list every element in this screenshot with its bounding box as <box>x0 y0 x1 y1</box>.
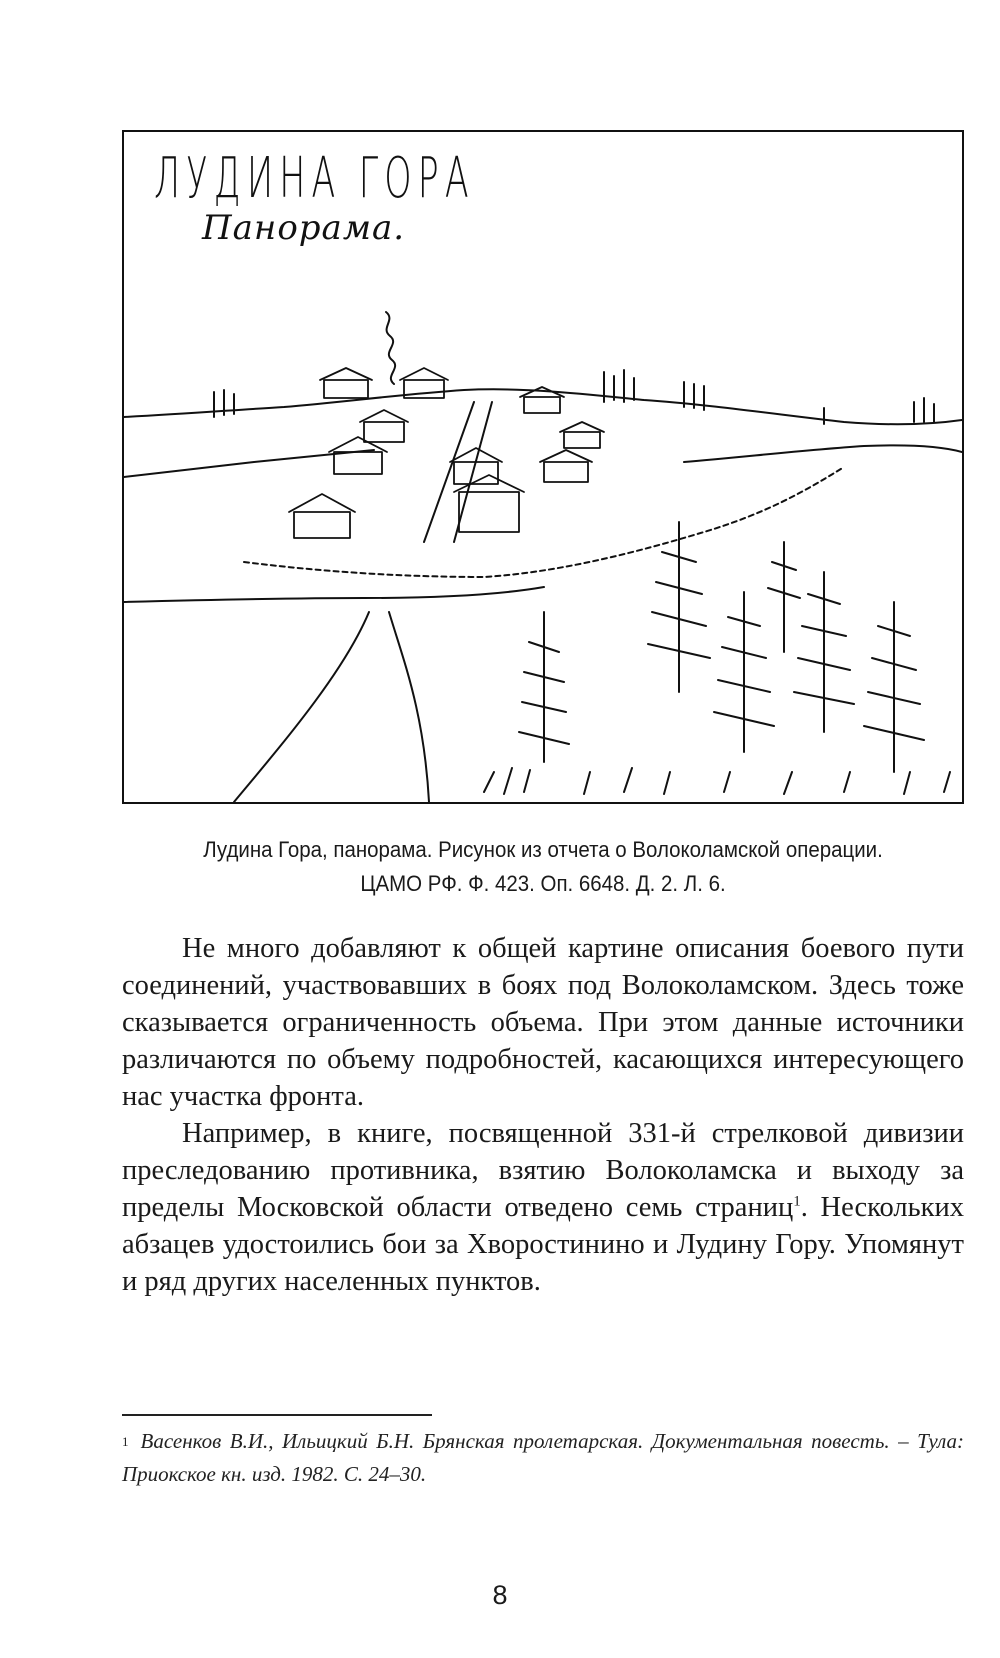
caption-line-1: Лудина Гора, панорама. Рисунок из отчета о Волоколамской операции. <box>203 837 883 862</box>
footnote <box>122 1425 964 1491</box>
footnote-divider <box>122 1414 432 1416</box>
paragraph-2-text-before: Например, в книге, посвященной 331-й стрелковой дивизии преследованию противника, взятию Волоколамска и выходу за пределы Московской области отведено семь страниц <box>122 1118 964 1223</box>
body-text <box>122 930 964 1300</box>
hedge-row <box>244 467 844 577</box>
field-edge-line <box>124 587 544 602</box>
footnote-reference[interactable]: 1 <box>793 1193 801 1210</box>
panorama-drawing <box>124 132 962 802</box>
page-number: 8 <box>492 1580 508 1610</box>
paragraph-2-text-after: . Нескольких абзацев удостоились бои за Хворостинино и Лудину Гору. Упомянут и ряд других населенных пунктов. <box>122 1192 964 1297</box>
road-foreground-2 <box>234 612 369 802</box>
main-road-left <box>424 402 474 542</box>
caption-line-2: ЦАМО РФ. Ф. 423. Оп. 6648. Д. 2. Л. 6. <box>360 871 726 896</box>
chimney-smoke <box>386 312 395 384</box>
paragraph-1: Не много добавляют к общей картине описания боевого пути соединений, участвовавших в боях под Волоколамском. Здесь тоже сказывается ограниченность объема. При этом данные источники различаются по объему подробностей, касающихся интересующего нас участка фронта. <box>122 933 964 1112</box>
right-ridge <box>684 445 962 462</box>
fir-trees <box>519 522 924 772</box>
sketch-handwritten-title: ЛУДИНА ГОРА <box>154 146 475 211</box>
footnote-text: Васенков В.И., Ильицкий Б.Н. Брянская пролетарская. Документальная повесть. – Тула: Приокское кн. изд. 1982. С. 24–30. <box>122 1429 964 1486</box>
road-foreground <box>389 612 429 802</box>
horizon-line <box>124 389 962 424</box>
foreground-grass <box>484 768 950 794</box>
panorama-sketch-figure <box>122 130 964 804</box>
paragraph-2 <box>122 1115 964 1300</box>
sketch-handwritten-subtitle: Панорама. <box>202 208 406 248</box>
footnote-mark: 1 <box>122 1434 129 1449</box>
figure-caption <box>122 833 964 901</box>
left-ridge <box>124 450 374 477</box>
